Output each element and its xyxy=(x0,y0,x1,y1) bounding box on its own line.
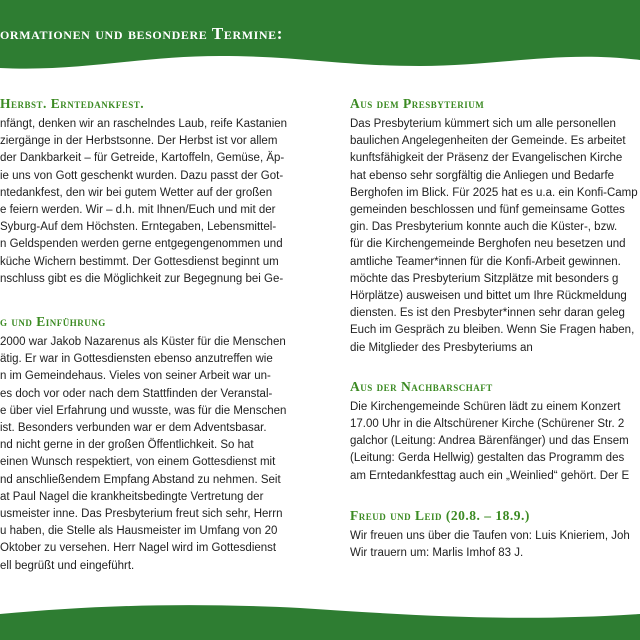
text-line: gemeinden beschlossen und fünf gemeinsame Gottes xyxy=(350,204,625,217)
text-line: Hörplätze) ausweisen und bittet um Ihre Rückmeldung xyxy=(350,290,627,303)
text-line: ie uns von Gott geschenkt wurden. Dazu passt der Got- xyxy=(0,169,284,182)
text-line: Das Presbyterium kümmert sich um alle personellen xyxy=(350,118,616,130)
section-heading-presbyterium: Aus dem Presbyterium xyxy=(350,96,485,111)
text-line: ntedankfest, den wir bei gutem Wetter auf der großen xyxy=(0,186,273,199)
section-heading-einfuehrung: g und Einführung xyxy=(0,314,106,330)
text-line: der Dankbarkeit – für Getreide, Kartoffeln, Gemüse, Äp- xyxy=(0,152,285,165)
text-line: möchte das Presbyterium Sitzplätze mit besonders g xyxy=(350,272,619,285)
text-line: Berghofen im Blick. Für 2025 hat es u.a. ein Konfi-Camp xyxy=(350,186,638,199)
text-line: (Leitung: Gerda Hellwig) gestalten das Programm des xyxy=(350,452,625,465)
bottom-band-shape xyxy=(0,605,640,640)
section-heading-nachbarschaft: Aus der Nachbarschaft xyxy=(350,378,493,394)
text-line: ziergänge in der Herbstsonne. Der Herbst ist vor allem xyxy=(0,135,278,148)
text-line: Wir trauern um: Marlis Imhof 83 J. xyxy=(350,547,524,560)
text-line: nfängt, denken wir an raschelndes Laub, reife Kastanien xyxy=(0,118,288,130)
text-line: küche Wichern bestimmt. Der Gottesdienst beginnt um xyxy=(0,255,279,268)
right-column xyxy=(350,95,640,562)
text-line: Wir freuen uns über die Taufen von: Luis Knieriem, Joh xyxy=(350,529,630,542)
text-line: n Geldspenden werden gerne entgegengenommen und xyxy=(0,238,283,251)
text-line: es doch vor oder nach dem Stattfinden der Veranstal- xyxy=(0,387,273,400)
text-line: 2000 war Jakob Nazarenus als Küster für die Menschen xyxy=(0,336,286,349)
bottom-green-band xyxy=(0,600,640,640)
text-line: Oktober zu versehen. Herr Nagel wird im Gottesdienst xyxy=(0,542,277,555)
text-line: usmeister inne. Das Presbyterium freut sich sehr, Herrn xyxy=(0,508,283,521)
text-line: die Mitglieder des Presbyteriums an xyxy=(350,341,533,354)
section-heading-freud-und-leid: Freud und Leid (20.8. – 18.9.) xyxy=(350,507,530,523)
text-line: ätig. Er war in Gottesdiensten ebenso anzutreffen wie xyxy=(0,353,273,366)
text-line: ell begrüßt und eingeführt. xyxy=(0,559,135,572)
text-line: amtliche Teamer*innen für die Konfi-Arbeit gewinnen. xyxy=(350,255,621,268)
left-column xyxy=(0,95,300,575)
text-line: für die Kirchengemeinde Berghofen neu besetzen und xyxy=(350,238,626,251)
text-line: am Erntedankfesttag auch ein „Weinlied“ gehört. Der E xyxy=(350,469,630,482)
text-line: galchor (Leitung: Andrea Bärenfänger) und das Ensem xyxy=(350,435,629,448)
text-line: kunftsfähigkeit der Präsenz der Evangelischen Kirche xyxy=(350,152,623,165)
text-line: hat ebenso sehr sorgfältig die Anliegen und Bedarfe xyxy=(350,169,615,182)
text-line: n im Gemeindehaus. Vieles von seiner Arbeit war un- xyxy=(0,370,271,383)
page-banner-title: ormationen und besondere Termine: xyxy=(0,24,284,43)
text-line: Euch im Gespräch zu bleiben. Wenn Sie Fragen haben, xyxy=(350,324,635,337)
text-line: Die Kirchengemeinde Schüren lädt zu einem Konzert xyxy=(350,400,621,413)
text-line: nd nicht gerne in der großen Öffentlichkeit. So hat xyxy=(0,439,254,452)
text-line: Syburg-Auf dem Höchsten. Erntegaben, Lebensmittel- xyxy=(0,221,277,234)
text-line: diensten. Es ist den Presbyter*innen sehr daran geleg xyxy=(350,307,625,320)
text-line: baulichen Angelegenheiten der Gemeinde. Es arbeitet xyxy=(350,135,626,148)
text-line: nd anschließendem Empfang Abstand zu nehmen. Seit xyxy=(0,473,281,486)
text-line: gin. Das Presbyterium konnte auch die Küster-, bzw. xyxy=(350,221,618,234)
text-line: e über viel Erfahrung und wusste, was für die Menschen xyxy=(0,404,287,417)
text-line: u haben, die Stelle als Hausmeister im Umfang von 20 xyxy=(0,525,278,538)
text-line: 17.00 Uhr in die Altschürener Kirche (Schürener Str. 2 xyxy=(350,418,625,431)
text-line: einen Wunsch respektiert, von einem Gottesdienst mit xyxy=(0,456,276,469)
text-line: at Paul Nagel die krankheitsbedingte Vertretung der xyxy=(0,490,264,503)
text-line: ist. Besonders verbunden war er dem Adventsbasar. xyxy=(0,422,267,435)
text-line: e feiern werden. Wir – d.h. mit Ihnen/Euch und mit der xyxy=(0,204,276,217)
section-heading-erntedankfest: Herbst. Erntedankfest. xyxy=(0,96,145,111)
text-line: nschluss gibt es die Möglichkeit zur Begegnung bei Ge- xyxy=(0,272,284,285)
